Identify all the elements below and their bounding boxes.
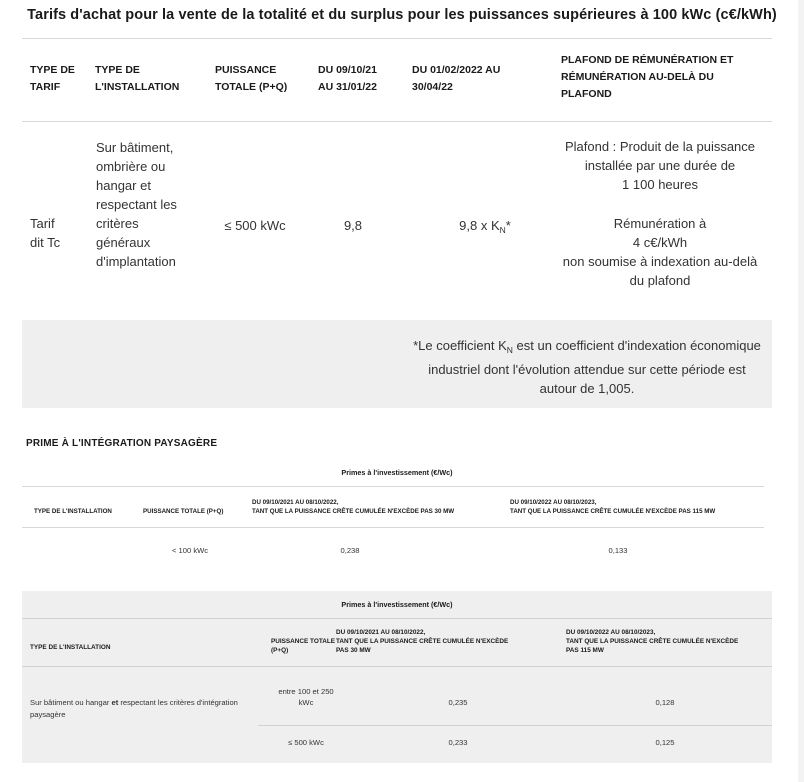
cell-puissance: ≤ 500 kWc [224,218,286,233]
table-b-row1-puissance: entre 100 et 250 kWc [278,687,334,707]
header-du-01-02-2022: DU 01/02/2022 AU 30/04/22 [412,64,501,93]
table-a-header-rule [22,527,764,528]
header-type-tarif: TYPE DE TARIF [30,64,75,93]
table-b-row1-period1: 0,235 [448,698,468,707]
table-a-cell-puissance: < 100 kWc [172,546,209,555]
table-b-header-period1: DU 09/10/2021 AU 08/10/2022, TANT QUE LA PUISSANCE CRÊTE CUMULÉE N'EXCÈDE PAS 30 MW [336,629,509,654]
kn-footnote: *Le coefficient $K_N$ est un coefficient d'indexation économique industriel dont l'évolution attendue sur cette période est autour de 1,005. [413,338,761,396]
table1-header-rule [22,121,772,122]
table-a-caption: Primes à l'investissement (€/Wc) [341,468,453,477]
table-a-cell-period1: 0,238 [340,546,360,555]
cell-du-01-02-2022: 9,8 x $K_N*$ [459,218,511,235]
header-puissance: PUISSANCE TOTALE (P+Q) [215,64,288,93]
table-b-row1-period2: 0,128 [655,698,675,707]
table-b-row2-period2: 0,125 [655,738,675,747]
table-a-top-rule [22,486,764,487]
header-type-installation: TYPE DE L'INSTALLATION [95,64,180,93]
table-b-header-puissance: PUISSANCE TOTALE (P+Q) [271,638,336,654]
page-scrollbar[interactable] [798,0,804,782]
table-b-header-rule [22,666,772,667]
table-a-header-period2: DU 09/10/2022 AU 08/10/2023, TANT QUE LA PUISSANCE CRÊTE CUMULÉE N'EXCÈDE PAS 115 MW [510,499,716,515]
cell-type-installation: Sur bâtiment, ombrière ou hangar et respectant les critères généraux d'implantation [96,140,177,269]
table-a-cell-period2: 0,133 [608,546,628,555]
table-b-row2-period1: 0,233 [448,738,468,747]
section-heading-prime: PRIME À L'INTÉGRATION PAYSAGÈRE [26,438,218,449]
page-title: Tarifs d'achat pour la vente de la totalité et du surplus pour les puissances supérieures à 100 kWc (c€/kWh) [27,7,777,23]
cell-remuneration: Rémunération à 4 c€/kWh non soumise à indexation au-delà du plafond [562,216,758,288]
table-a-header-type: TYPE DE L'INSTALLATION [34,508,112,515]
table1-top-rule [22,38,772,39]
cell-plafond: Plafond : Produit de la puissance installée par une durée de 1 100 heures [564,139,756,192]
header-plafond: PLAFOND DE RÉMUNÉRATION ET RÉMUNÉRATION AU-DELÀ DU PLAFOND [561,54,734,100]
table-b-top-rule [22,618,772,619]
table-a-header-puissance: PUISSANCE TOTALE (P+Q) [143,508,224,515]
cell-type-tarif: Tarif dit Tc [30,216,61,250]
cell-du-09-10-21: 9,8 [343,218,363,233]
table-b-row-label: Sur bâtiment ou hangar et respectant les critères d'intégration paysagère [30,698,238,719]
table-b-header-type: TYPE DE L'INSTALLATION [30,644,111,651]
table-b-row-rule [258,725,772,726]
table-b-row2-puissance: ≤ 500 kWc [288,738,324,747]
header-du-09-10-21: DU 09/10/21 AU 31/01/22 [318,64,377,93]
table-b-header-period2: DU 09/10/2022 AU 08/10/2023, TANT QUE LA PUISSANCE CRÊTE CUMULÉE N'EXCÈDE PAS 115 MW [566,629,739,654]
table-a-header-period1: DU 09/10/2021 AU 08/10/2022, TANT QUE LA PUISSANCE CRÊTE CUMULÉE N'EXCÈDE PAS 30 MW [252,499,455,515]
table-b-caption: Primes à l'investissement (€/Wc) [341,600,453,609]
